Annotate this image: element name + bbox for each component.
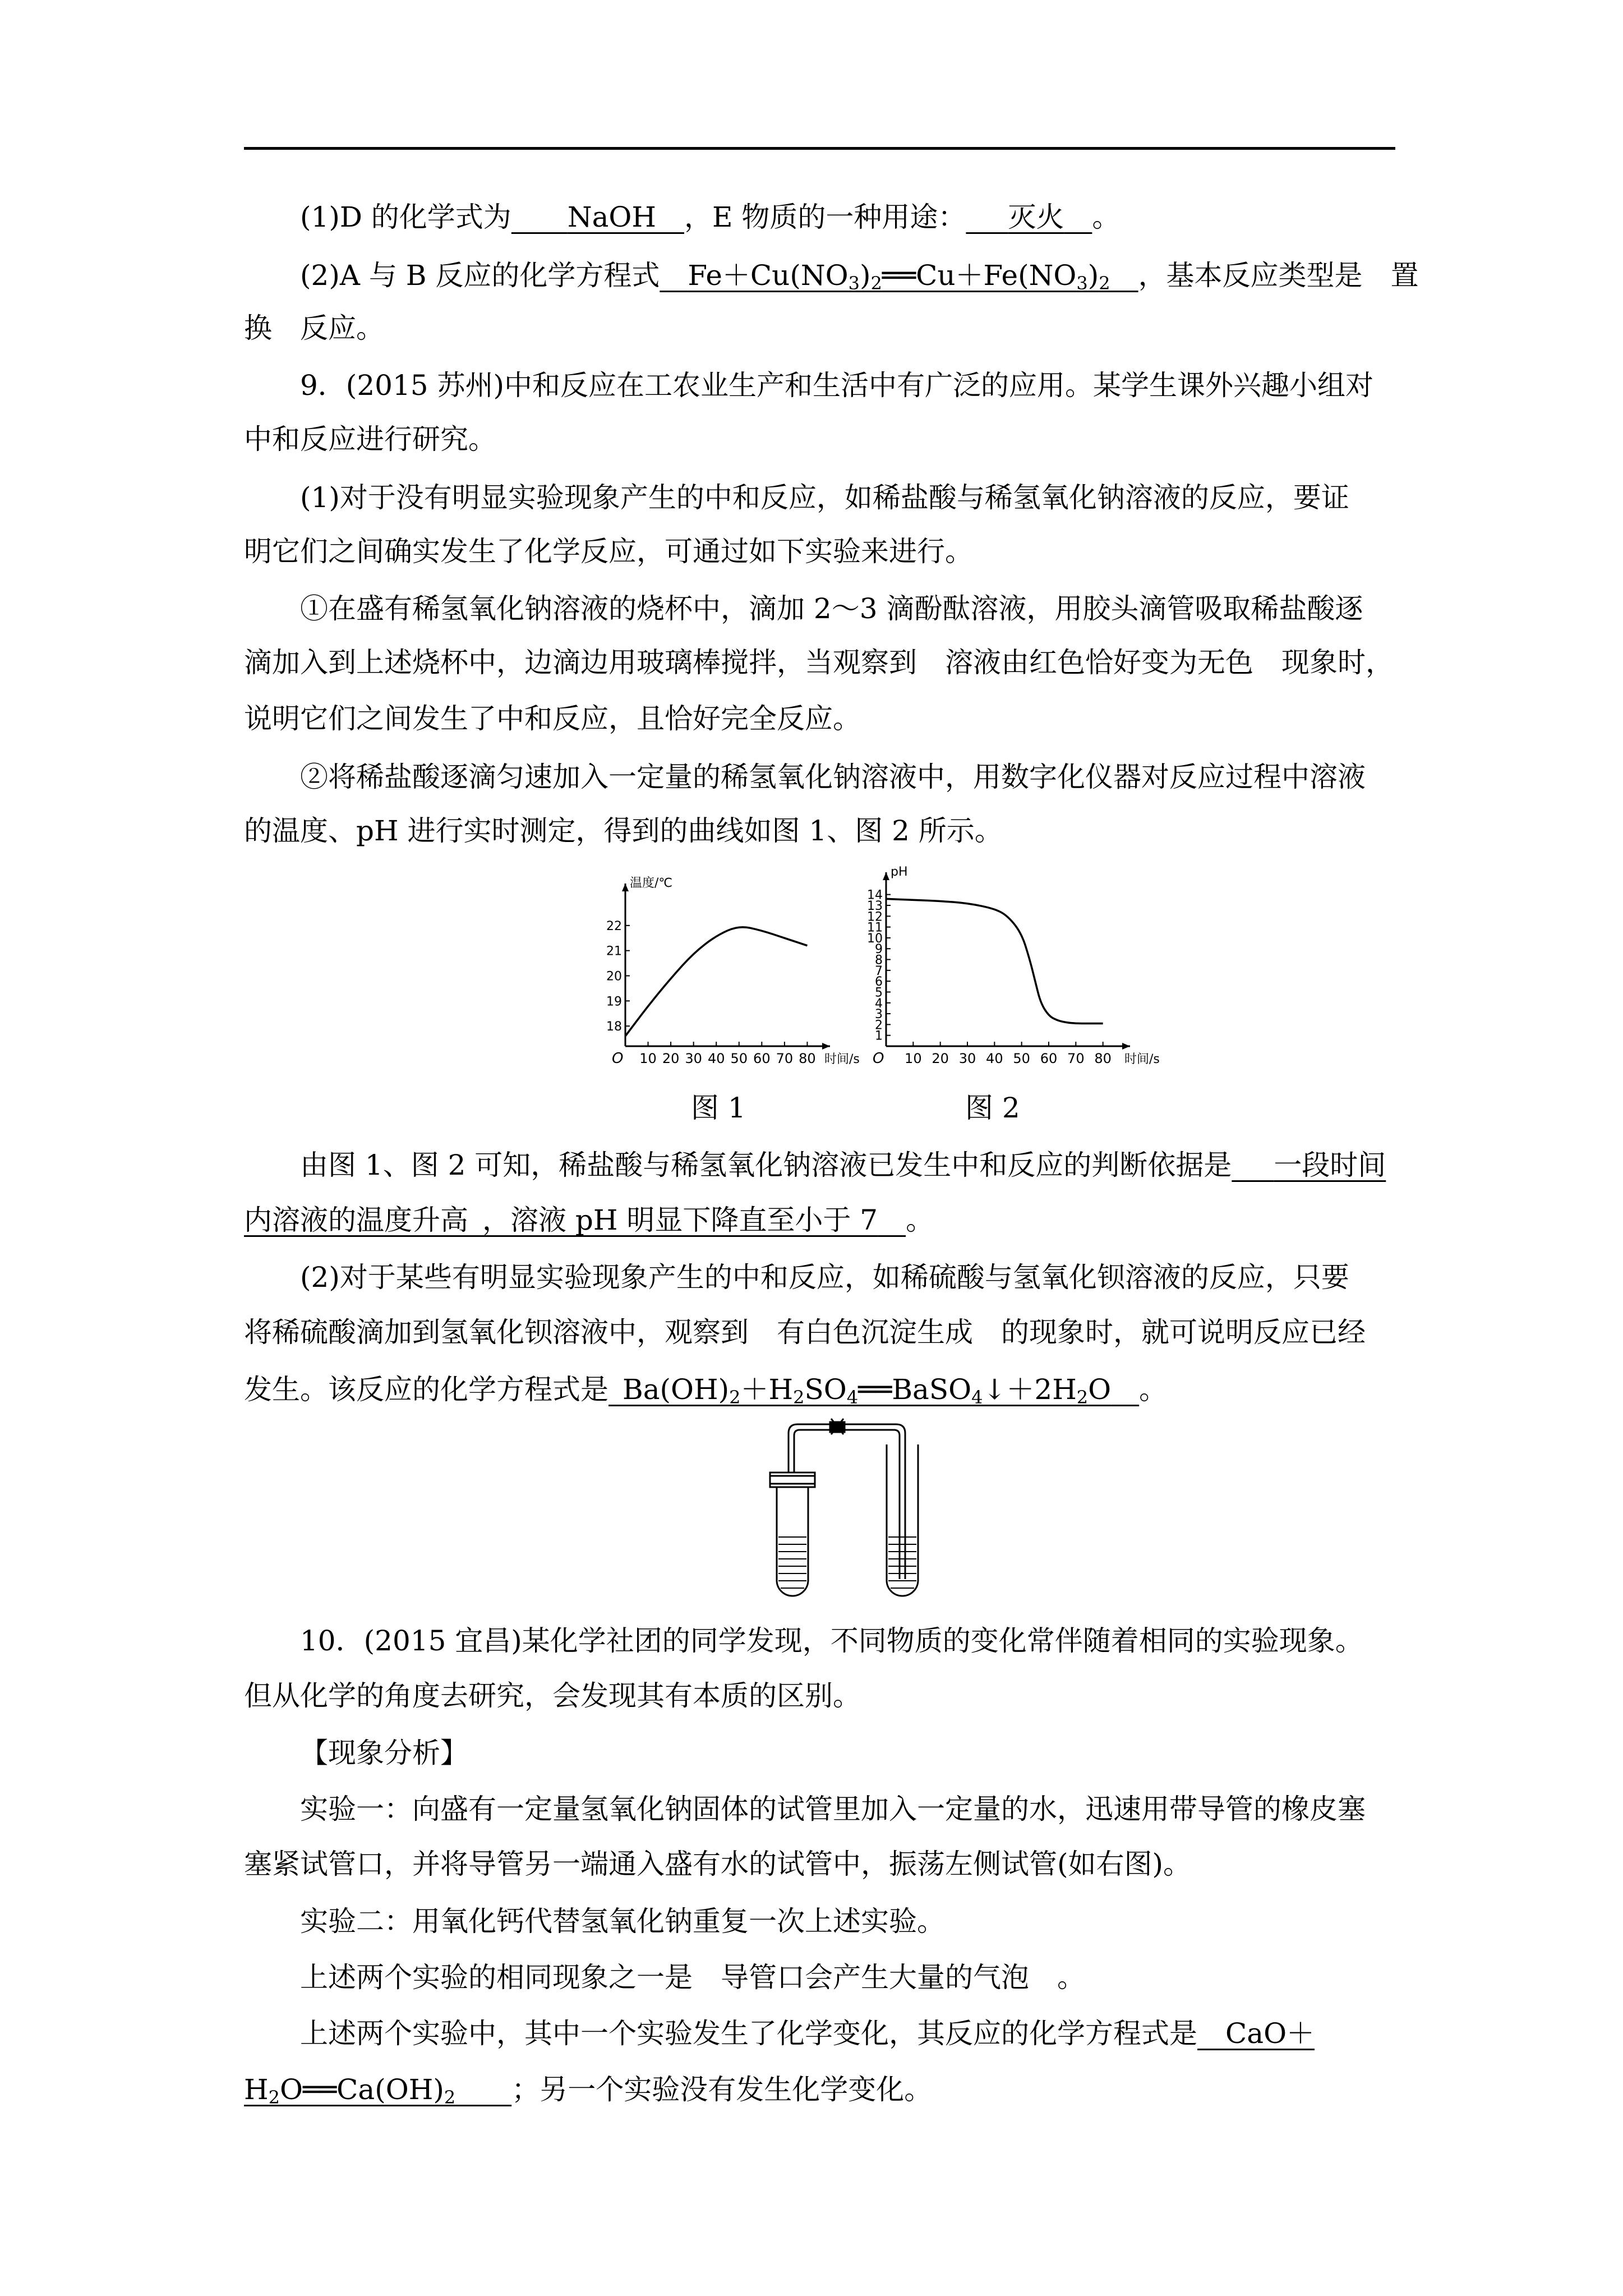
answer-equation: $Fe+Cu(NO_3)_2══Cu+Fe(NO_3)_2$ xyxy=(688,259,1110,294)
y-axis-arrow xyxy=(883,872,889,880)
x-tick-label: 30 xyxy=(958,1051,976,1066)
x-tick-label: 20 xyxy=(932,1051,949,1066)
x-axis-arrow xyxy=(1122,1043,1130,1050)
q10-equation-line2: $H_2O══Ca(OH)_2$ ；另一个实验没有发生化学变化。 xyxy=(244,2073,933,2108)
data-curve xyxy=(625,927,807,1036)
q10-exp1-line1: 实验一：向盛有一定量氢氧化钠固体的试管里加入一定量的水，迅速用带导管的橡皮塞 xyxy=(300,1793,1366,1825)
x-tick-label: 20 xyxy=(662,1051,680,1066)
text: ，基本反应类型是 xyxy=(1138,259,1363,292)
y-tick-label: 11 xyxy=(867,921,883,935)
q10-equation-line1: 上述两个实验中，其中一个实验发生了化学变化，其反应的化学方程式是 CaO＋ xyxy=(300,2017,1315,2050)
x-tick-label: 80 xyxy=(799,1051,816,1066)
y-tick-label: 20 xyxy=(606,969,622,984)
q8-part2 xyxy=(244,250,1451,301)
text: (2)A 与 B 反应的化学方程式 xyxy=(300,259,660,292)
answer-equation: $H_2O══Ca(OH)_2$ xyxy=(244,2073,456,2108)
answer-text: 一段时间 xyxy=(1274,1149,1386,1181)
x-tick-label: 10 xyxy=(905,1051,922,1066)
header-rule xyxy=(244,147,1395,150)
y-tick-label: 8 xyxy=(875,953,883,968)
q9-intro-line2: 中和反应进行研究。 xyxy=(244,423,496,455)
x-tick-label: 40 xyxy=(707,1051,725,1066)
y-tick-label: 12 xyxy=(867,910,883,924)
q9-conclusion-line2: 内溶液的温度升高 ，溶液 pH 明显下降直至小于 7 。 xyxy=(244,1204,934,1236)
x-tick-label: 30 xyxy=(685,1051,702,1066)
q9-part2-line1: (2)对于某些有明显实验现象产生的中和反应，如稀硫酸与氢氧化钡溶液的反应，只要 xyxy=(300,1261,1349,1294)
y-tick-label: 14 xyxy=(867,888,883,903)
answer-blank: 灭火 xyxy=(1008,201,1064,233)
q10-intro-line2: 但从化学的角度去研究，会发现其有本质的区别。 xyxy=(244,1680,861,1712)
y-tick-label: 2 xyxy=(875,1018,883,1033)
y-tick-label: 4 xyxy=(875,996,883,1011)
answer-text: 导管口会产生大量的气泡 xyxy=(721,1961,1029,1994)
y-tick-label: 19 xyxy=(606,995,622,1009)
q10-exp2: 实验二：用氧化钙代替氢氧化钠重复一次上述实验。 xyxy=(300,1905,945,1938)
y-tick-label: 7 xyxy=(875,964,883,978)
x-tick-label: 80 xyxy=(1094,1051,1112,1066)
x-tick-label: 50 xyxy=(1013,1051,1030,1066)
y-tick-label: 22 xyxy=(606,919,622,933)
x-axis-label: 时间/s xyxy=(824,1052,860,1066)
origin-label: O xyxy=(612,1050,624,1067)
y-tick-label: 9 xyxy=(875,942,883,957)
x-tick-label: 50 xyxy=(730,1051,748,1066)
section-heading: 【现象分析】 xyxy=(300,1737,468,1769)
rubber-stopper xyxy=(770,1473,815,1487)
q9-part1-line1: (1)对于没有明显实验现象产生的中和反应，如稀盐酸与稀氢氧化钠溶液的反应，要证 xyxy=(300,481,1349,514)
q10-intro-line1: 10．(2015 宜昌)某化学社团的同学发现，不同物质的变化常伴随着相同的实验现象。 xyxy=(300,1625,1363,1657)
delivery-tube xyxy=(789,1424,905,1579)
y-tick-label: 6 xyxy=(875,975,883,990)
y-tick-label: 3 xyxy=(875,1007,883,1022)
apparatus-diagram xyxy=(751,1416,937,1607)
y-axis-arrow xyxy=(622,884,629,891)
answer-blank: NaOH xyxy=(567,201,656,233)
origin-label: O xyxy=(873,1050,884,1067)
text: 反应。 xyxy=(300,312,384,344)
answer-equation: CaO＋ xyxy=(1225,2017,1315,2050)
q9-intro-line1: 9．(2015 苏州)中和反应在工农业生产和生活中有广泛的应用。某学生课外兴趣小组对 xyxy=(300,369,1373,402)
text: 。 xyxy=(1092,201,1121,233)
text: ，E 物质的一种用途： xyxy=(684,201,966,233)
y-axis-label: pH xyxy=(891,865,908,879)
y-tick-label: 5 xyxy=(875,986,883,1000)
x-axis-arrow xyxy=(822,1043,830,1050)
q9-step1-line3: 说明它们之间发生了中和反应，且恰好完全反应。 xyxy=(244,702,861,735)
x-tick-label: 10 xyxy=(639,1051,657,1066)
x-tick-label: 60 xyxy=(1040,1051,1058,1066)
q10-same-phenomenon: 上述两个实验的相同现象之一是 导管口会产生大量的气泡 。 xyxy=(300,1961,1085,1994)
y-tick-label: 1 xyxy=(875,1029,883,1043)
x-tick-label: 70 xyxy=(1067,1051,1085,1066)
answer-text: 内溶液的温度升高 ，溶液 pH 明显下降直至小于 7 xyxy=(244,1204,878,1236)
left-test-tube xyxy=(777,1487,808,1596)
q9-part2-line3: 发生。该反应的化学方程式是 $Ba(OH)_2+H_2SO_4══BaSO_4↓+2H_2O$ 。 xyxy=(244,1373,1168,1408)
y-tick-label: 21 xyxy=(606,944,622,959)
answer-text: 置 xyxy=(1390,259,1419,292)
text: (1)D 的化学式为 xyxy=(300,201,511,233)
y-tick-label: 13 xyxy=(867,899,883,913)
q8-part2-cont xyxy=(244,303,1395,353)
q10-exp1-line2: 塞紧试管口，并将导管另一端通入盛有水的试管中，振荡左侧试管(如右图)。 xyxy=(244,1848,1192,1880)
q9-part2-line2: 将稀硫酸滴加到氢氧化钡溶液中，观察到 有白色沉淀生成 的现象时，就可说明反应已经 xyxy=(244,1316,1366,1349)
q9-step2-line1: ②将稀盐酸逐滴匀速加入一定量的稀氢氧化钠溶液中，用数字化仪器对反应过程中溶液 xyxy=(300,761,1366,793)
ph-chart xyxy=(847,865,1160,1080)
x-tick-label: 60 xyxy=(753,1051,771,1066)
q9-step2-line2: 的温度、pH 进行实时测定，得到的曲线如图 1、图 2 所示。 xyxy=(244,815,1003,847)
y-tick-label: 18 xyxy=(606,1020,622,1034)
answer-text: 有白色沉淀生成 xyxy=(777,1316,973,1349)
x-tick-label: 40 xyxy=(986,1051,1003,1066)
data-curve xyxy=(886,899,1103,1023)
temperature-chart xyxy=(580,867,860,1080)
y-axis-label: 温度/℃ xyxy=(630,876,673,890)
x-axis-label: 时间/s xyxy=(1124,1052,1160,1066)
q9-part1-line2: 明它们之间确实发生了化学反应，可通过如下实验来进行。 xyxy=(244,535,973,568)
q9-step1-line1: ①在盛有稀氢氧化钠溶液的烧杯中，滴加 2～3 滴酚酞溶液，用胶头滴管吸取稀盐酸逐 xyxy=(300,592,1363,625)
q8-part1 xyxy=(244,192,1451,242)
y-tick-label: 10 xyxy=(867,931,883,946)
answer-text: 换 xyxy=(244,312,272,344)
q9-step1-line2: 滴加入到上述烧杯中，边滴边用玻璃棒搅拌，当观察到 溶液由红色恰好变为无色 现象时， xyxy=(244,646,1394,679)
figure1-caption: 图 1 xyxy=(691,1092,746,1124)
x-tick-label: 70 xyxy=(776,1051,794,1066)
answer-text: 溶液由红色恰好变为无色 xyxy=(945,646,1253,679)
figure2-caption: 图 2 xyxy=(965,1092,1020,1124)
answer-equation: $Ba(OH)_2+H_2SO_4══BaSO_4↓+2H_2O$ xyxy=(623,1373,1112,1408)
q9-conclusion-line1: 由图 1、图 2 可知，稀盐酸与稀氢氧化钠溶液已发生中和反应的判断依据是 一段时间 xyxy=(300,1149,1386,1181)
